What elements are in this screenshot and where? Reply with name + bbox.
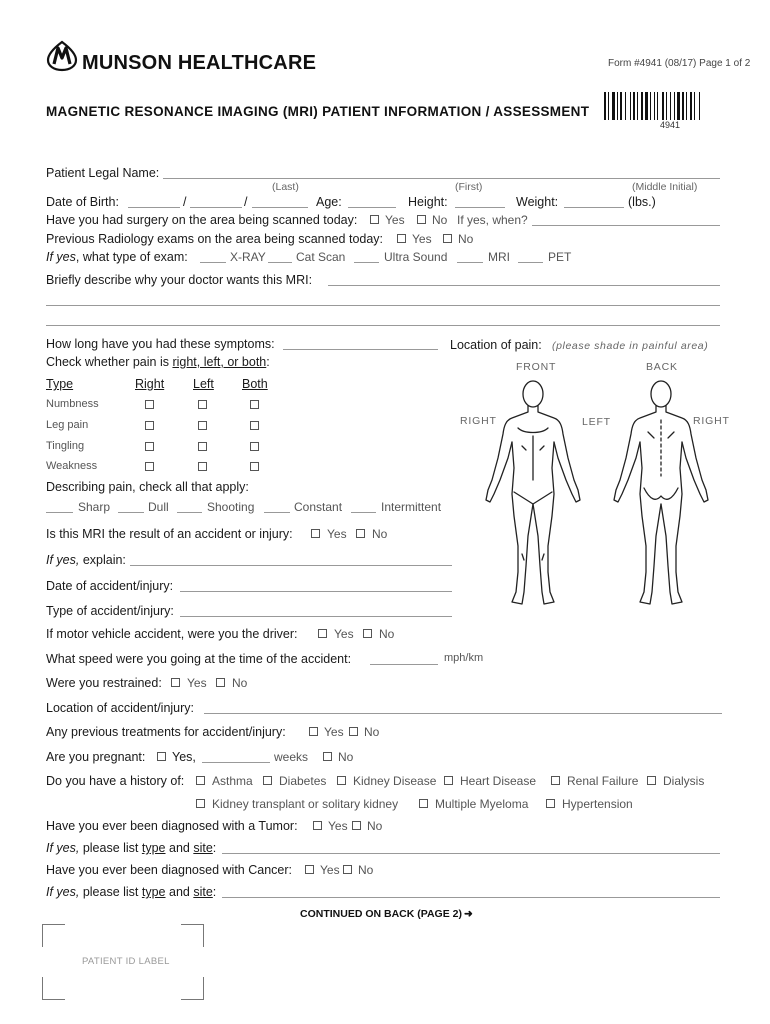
dob-day-field[interactable] bbox=[190, 207, 242, 208]
legpain-right-checkbox[interactable] bbox=[145, 421, 154, 430]
reason-field-3[interactable] bbox=[46, 325, 720, 326]
dialysis-checkbox[interactable] bbox=[647, 776, 656, 785]
radiology-no-checkbox[interactable] bbox=[443, 234, 452, 243]
cancer-no-label: No bbox=[358, 863, 374, 877]
accident-type-field[interactable] bbox=[180, 616, 452, 617]
explain-field[interactable] bbox=[130, 565, 452, 566]
numbness-right-checkbox[interactable] bbox=[145, 400, 154, 409]
reason-field-1[interactable] bbox=[328, 285, 720, 286]
cancer-yes-checkbox[interactable] bbox=[305, 865, 314, 874]
multiple-myeloma-label: Multiple Myeloma bbox=[435, 797, 529, 811]
driver-no-label: No bbox=[379, 627, 395, 641]
legal-name-field[interactable] bbox=[163, 178, 720, 179]
dull-field[interactable] bbox=[118, 512, 144, 513]
pain-side-underlined: right, left, or both bbox=[172, 355, 267, 369]
renal-failure-label: Renal Failure bbox=[567, 774, 639, 788]
tingling-both-checkbox[interactable] bbox=[250, 442, 259, 451]
exam-xray-field[interactable] bbox=[200, 262, 226, 263]
hypertension-label: Hypertension bbox=[562, 797, 633, 811]
accident-location-field[interactable] bbox=[204, 713, 722, 714]
accident-location-label: Location of accident/injury: bbox=[46, 701, 195, 715]
barcode-number: 4941 bbox=[660, 120, 681, 130]
body-back-icon bbox=[606, 376, 716, 612]
age-field[interactable] bbox=[348, 207, 396, 208]
cancer-list-and: and bbox=[165, 885, 194, 899]
weight-field[interactable] bbox=[564, 207, 624, 208]
restrained-yes-label: Yes bbox=[187, 676, 207, 690]
accident-type-label: Type of accident/injury: bbox=[46, 604, 174, 618]
radiology-no-label: No bbox=[458, 232, 474, 246]
legal-name-label: Patient Legal Name: bbox=[46, 166, 160, 180]
history-label: Do you have a history of: bbox=[46, 774, 185, 788]
pain-side-prefix: Check whether pain is bbox=[46, 355, 173, 369]
pregnant-yes-label: Yes, bbox=[172, 750, 196, 764]
dull-label: Dull bbox=[148, 500, 169, 514]
pain-location-label: Location of pain: bbox=[450, 338, 542, 352]
exam-type-label bbox=[46, 250, 188, 264]
pregnant-no-checkbox[interactable] bbox=[323, 752, 332, 761]
row-tingling: Tingling bbox=[46, 440, 85, 452]
restrained-question: Were you restrained: bbox=[46, 676, 162, 690]
row-leg-pain: Leg pain bbox=[46, 419, 89, 431]
tumor-list-field[interactable] bbox=[222, 853, 720, 854]
speed-question: What speed were you going at the time of the accident: bbox=[46, 652, 352, 666]
treatments-question: Any previous treatments for accident/injury: bbox=[46, 725, 286, 739]
heart-disease-label: Heart Disease bbox=[460, 774, 537, 788]
weakness-left-checkbox[interactable] bbox=[198, 462, 207, 471]
cancer-yes-label: Yes bbox=[320, 863, 340, 877]
lbs-label: (lbs.) bbox=[628, 195, 656, 209]
first-name-hint: (First) bbox=[455, 181, 483, 193]
tumor-question: Have you ever been diagnosed with a Tumor: bbox=[46, 819, 298, 833]
shooting-field[interactable] bbox=[177, 512, 202, 513]
describing-label: Describing pain, check all that apply: bbox=[46, 480, 249, 494]
tumor-yes-checkbox[interactable] bbox=[313, 821, 322, 830]
sharp-label: Sharp bbox=[78, 500, 111, 514]
col-header-right: Right bbox=[135, 377, 165, 391]
driver-yes-checkbox[interactable] bbox=[318, 629, 327, 638]
dob-slash-1: / bbox=[183, 195, 187, 209]
continued-text: CONTINUED ON BACK (PAGE 2) bbox=[300, 908, 462, 920]
body-front-diagram[interactable] bbox=[478, 376, 588, 612]
shooting-label: Shooting bbox=[207, 500, 255, 514]
accident-no-label: No bbox=[372, 527, 388, 541]
cancer-list-if-yes: If yes, bbox=[46, 885, 80, 899]
weakness-right-checkbox[interactable] bbox=[145, 462, 154, 471]
speed-field[interactable] bbox=[370, 664, 438, 665]
sharp-field[interactable] bbox=[46, 512, 73, 513]
form-number: Form #4941 (08/17) Page 1 of 2 bbox=[608, 58, 751, 69]
body-back-diagram[interactable] bbox=[606, 376, 716, 612]
patient-id-label-text: PATIENT ID LABEL bbox=[82, 956, 170, 967]
pregnant-no-label: No bbox=[338, 750, 354, 764]
tumor-no-checkbox[interactable] bbox=[352, 821, 361, 830]
front-left-label: LEFT bbox=[582, 416, 611, 428]
exam-mri-label: MRI bbox=[488, 250, 510, 264]
tumor-list-site: site bbox=[193, 841, 213, 855]
body-front-icon bbox=[478, 376, 588, 612]
col-header-both: Both bbox=[242, 377, 268, 391]
explain-if-yes: If yes, bbox=[46, 553, 80, 567]
explain-rest: explain: bbox=[79, 553, 126, 567]
cancer-list-type: type bbox=[141, 885, 166, 899]
tumor-list-if-yes: If yes, bbox=[46, 841, 80, 855]
patient-id-label-box bbox=[42, 924, 204, 1000]
front-right-label: RIGHT bbox=[460, 415, 497, 427]
driver-question: If motor vehicle accident, were you the driver: bbox=[46, 627, 298, 641]
surgery-yes-label: Yes bbox=[385, 213, 405, 227]
height-label: Height: bbox=[408, 195, 448, 209]
numbness-left-checkbox[interactable] bbox=[198, 400, 207, 409]
renal-failure-checkbox[interactable] bbox=[551, 776, 560, 785]
col-header-left: Left bbox=[193, 377, 214, 391]
front-label: FRONT bbox=[516, 361, 557, 373]
radiology-yes-checkbox[interactable] bbox=[397, 234, 406, 243]
dob-year-field[interactable] bbox=[252, 207, 308, 208]
dob-slash-2: / bbox=[244, 195, 248, 209]
pregnant-weeks-label: weeks bbox=[274, 750, 309, 764]
how-long-label: How long have you had these symptoms: bbox=[46, 337, 275, 351]
intermittent-field[interactable] bbox=[351, 512, 376, 513]
constant-label: Constant bbox=[294, 500, 343, 514]
height-field[interactable] bbox=[455, 207, 505, 208]
explain-label bbox=[46, 553, 126, 567]
radiology-question: Previous Radiology exams on the area being scanned today: bbox=[46, 232, 384, 246]
heart-disease-checkbox[interactable] bbox=[444, 776, 453, 785]
tumor-list-type: type bbox=[141, 841, 166, 855]
exam-type-if-yes: If yes bbox=[46, 250, 76, 264]
page-title: MAGNETIC RESONANCE IMAGING (MRI) PATIENT INFORMATION / ASSESSMENT bbox=[46, 104, 590, 119]
kidney-transplant-checkbox[interactable] bbox=[196, 799, 205, 808]
pregnant-question: Are you pregnant: bbox=[46, 750, 146, 764]
back-label: BACK bbox=[646, 361, 678, 373]
cancer-no-checkbox[interactable] bbox=[343, 865, 352, 874]
cancer-list-site: site bbox=[193, 885, 213, 899]
driver-no-checkbox[interactable] bbox=[363, 629, 372, 638]
radiology-yes-label: Yes bbox=[412, 232, 432, 246]
restrained-yes-checkbox[interactable] bbox=[171, 678, 180, 687]
tumor-yes-label: Yes bbox=[328, 819, 348, 833]
restrained-no-checkbox[interactable] bbox=[216, 678, 225, 687]
accident-date-field[interactable] bbox=[180, 591, 452, 592]
dob-month-field[interactable] bbox=[128, 207, 180, 208]
back-right-label: RIGHT bbox=[693, 415, 730, 427]
weight-label: Weight: bbox=[516, 195, 559, 209]
exam-xray-label: X-RAY bbox=[230, 250, 266, 264]
tumor-list-and: and bbox=[165, 841, 194, 855]
surgery-question: Have you had surgery on the area being scanned today: bbox=[46, 213, 358, 227]
exam-pet-label: PET bbox=[548, 250, 572, 264]
reason-label: Briefly describe why your doctor wants this MRI: bbox=[46, 273, 313, 287]
row-numbness: Numbness bbox=[46, 398, 99, 410]
kidney-transplant-label: Kidney transplant or solitary kidney bbox=[212, 797, 399, 811]
pain-side-suffix: : bbox=[266, 355, 270, 369]
tingling-left-checkbox[interactable] bbox=[198, 442, 207, 451]
diabetes-label: Diabetes bbox=[279, 774, 327, 788]
multiple-myeloma-checkbox[interactable] bbox=[419, 799, 428, 808]
cancer-question: Have you ever been diagnosed with Cancer: bbox=[46, 863, 292, 877]
accident-date-label: Date of accident/injury: bbox=[46, 579, 174, 593]
exam-mri-field[interactable] bbox=[457, 262, 483, 263]
exam-pet-field[interactable] bbox=[518, 262, 543, 263]
brand-name: MUNSON HEALTHCARE bbox=[82, 52, 317, 74]
surgery-no-label: No bbox=[432, 213, 448, 227]
continued-note bbox=[300, 908, 473, 920]
surgery-when-label: If yes, when? bbox=[457, 213, 528, 227]
accident-yes-label: Yes bbox=[327, 527, 347, 541]
middle-initial-hint: (Middle Initial) bbox=[632, 181, 698, 193]
exam-catscan-field[interactable] bbox=[268, 262, 292, 263]
treatments-yes-label: Yes bbox=[324, 725, 344, 739]
tingling-right-checkbox[interactable] bbox=[145, 442, 154, 451]
accident-no-checkbox[interactable] bbox=[356, 529, 365, 538]
surgery-yes-checkbox[interactable] bbox=[370, 215, 379, 224]
weakness-both-checkbox[interactable] bbox=[250, 462, 259, 471]
surgery-when-field[interactable] bbox=[532, 225, 720, 226]
diabetes-checkbox[interactable] bbox=[263, 776, 272, 785]
row-weakness: Weakness bbox=[46, 460, 98, 472]
treatments-yes-checkbox[interactable] bbox=[309, 727, 318, 736]
tumor-no-label: No bbox=[367, 819, 383, 833]
dialysis-label: Dialysis bbox=[663, 774, 705, 788]
restrained-no-label: No bbox=[232, 676, 248, 690]
tumor-list-label bbox=[46, 841, 216, 855]
exam-ultrasound-label: Ultra Sound bbox=[384, 250, 448, 264]
hypertension-checkbox[interactable] bbox=[546, 799, 555, 808]
speed-unit: mph/km bbox=[444, 652, 484, 664]
driver-yes-label: Yes bbox=[334, 627, 354, 641]
treatments-no-label: No bbox=[364, 725, 380, 739]
pain-side-label bbox=[46, 355, 270, 369]
surgery-no-checkbox[interactable] bbox=[417, 215, 426, 224]
treatments-no-checkbox[interactable] bbox=[349, 727, 358, 736]
barcode-icon bbox=[604, 92, 736, 120]
legpain-left-checkbox[interactable] bbox=[198, 421, 207, 430]
accident-question: Is this MRI the result of an accident or injury: bbox=[46, 527, 293, 541]
col-header-type: Type bbox=[46, 377, 74, 391]
asthma-checkbox[interactable] bbox=[196, 776, 205, 785]
constant-field[interactable] bbox=[264, 512, 290, 513]
pain-location-hint: (please shade in painful area) bbox=[552, 340, 709, 352]
accident-yes-checkbox[interactable] bbox=[311, 529, 320, 538]
reason-field-2[interactable] bbox=[46, 305, 720, 306]
cancer-list-label bbox=[46, 885, 216, 899]
dob-label: Date of Birth: bbox=[46, 195, 119, 209]
arrow-right-icon: ➜ bbox=[463, 908, 473, 920]
barcode bbox=[604, 92, 736, 120]
legpain-both-checkbox[interactable] bbox=[250, 421, 259, 430]
last-name-hint: (Last) bbox=[272, 181, 299, 193]
brand-logo bbox=[44, 38, 80, 74]
cancer-list-field[interactable] bbox=[222, 897, 720, 898]
cancer-list-mid: please list bbox=[79, 885, 142, 899]
exam-ultrasound-field[interactable] bbox=[354, 262, 379, 263]
exam-catscan-label: Cat Scan bbox=[296, 250, 346, 264]
how-long-field[interactable] bbox=[283, 349, 438, 350]
kidney-disease-checkbox[interactable] bbox=[337, 776, 346, 785]
numbness-both-checkbox[interactable] bbox=[250, 400, 259, 409]
munson-logo-icon bbox=[44, 38, 80, 74]
intermittent-label: Intermittent bbox=[381, 500, 442, 514]
kidney-disease-label: Kidney Disease bbox=[353, 774, 437, 788]
tumor-list-mid: please list bbox=[79, 841, 142, 855]
tumor-list-colon: : bbox=[212, 841, 217, 855]
pregnant-yes-checkbox[interactable] bbox=[157, 752, 166, 761]
cancer-list-colon: : bbox=[212, 885, 217, 899]
age-label: Age: bbox=[316, 195, 342, 209]
exam-type-rest: , what type of exam: bbox=[75, 250, 188, 264]
pregnant-weeks-field[interactable] bbox=[202, 762, 270, 763]
asthma-label: Asthma bbox=[212, 774, 253, 788]
